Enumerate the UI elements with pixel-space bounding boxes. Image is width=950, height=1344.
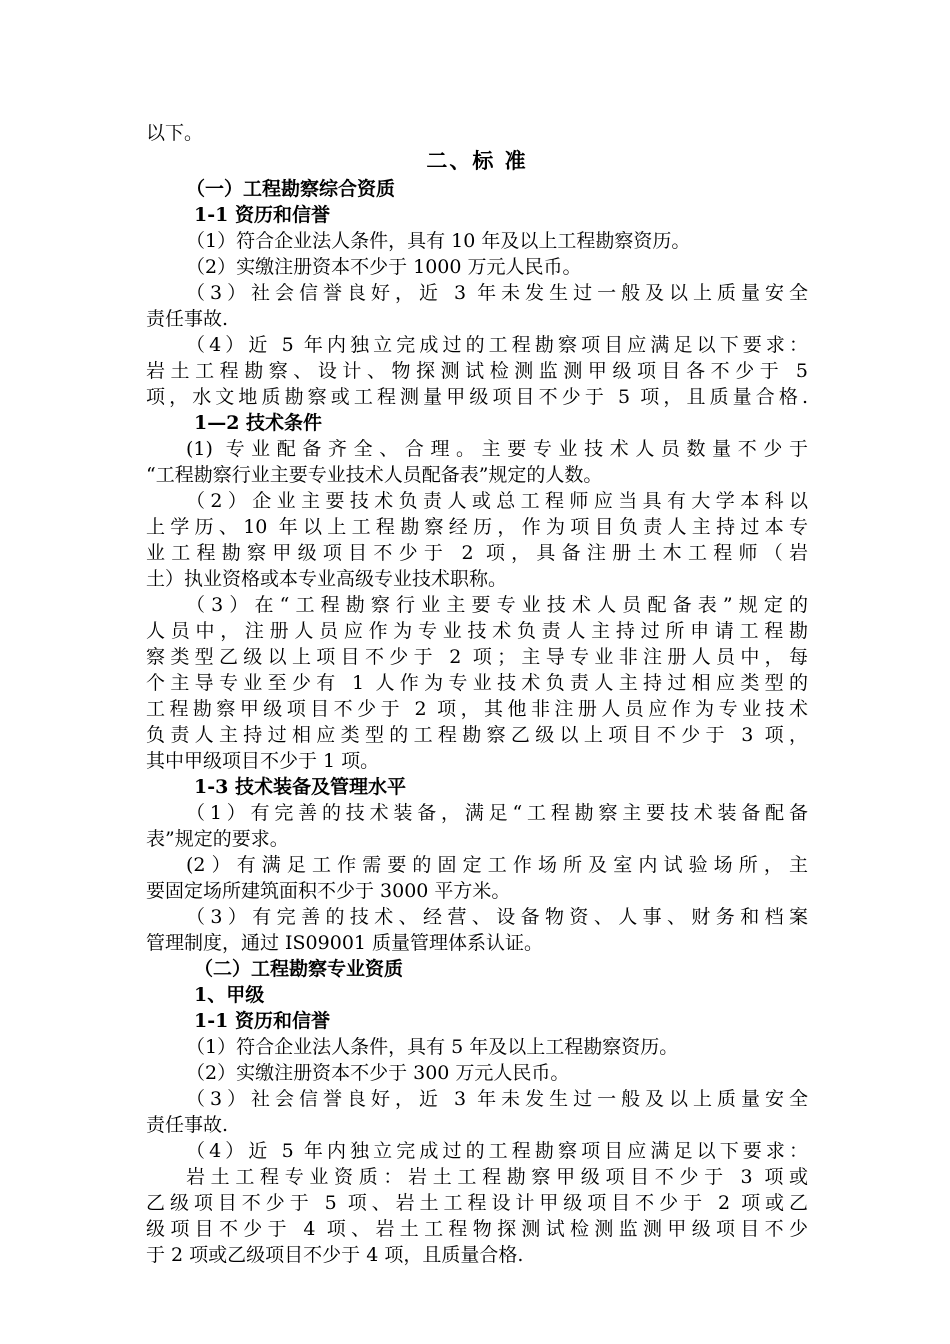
text-line: （1）符合企业法人条件，具有 5 年及以上工程勘察资历。 <box>186 1036 679 1058</box>
text-line: 个主导专业至少有 1 人作为专业技术负责人主持过相应类型的 <box>146 672 808 694</box>
text-line: （1）有完善的技术装备，满足“工程勘察主要技术装备配备 <box>186 802 808 824</box>
document-page <box>146 120 808 1268</box>
text-line: 人员中，注册人员应作为专业技术负责人主持过所申请工程勘 <box>146 620 808 642</box>
text-line: (1) 专业配备齐全、合理。主要专业技术人员数量不少于 <box>186 438 808 460</box>
text-line: “工程勘察行业主要专业技术人员配备表”规定的人数。 <box>146 464 603 486</box>
text-line: （3）社会信誉良好，近 3 年未发生过一般及以上质量安全 <box>186 282 808 304</box>
section-heading: 1、甲级 <box>194 984 265 1006</box>
text-line: （1）符合企业法人条件，具有 10 年及以上工程勘察资历。 <box>186 230 691 252</box>
text-line: 业工程勘察甲级项目不少于 2 项，具备注册土木工程师（岩 <box>146 542 808 564</box>
text-line: 岩土工程勘察、设计、物探测试检测监测甲级项目各不少于 5 <box>146 360 808 382</box>
text-line: 岩土工程专业资质：岩土工程勘察甲级项目不少于 3 项或 <box>186 1166 808 1188</box>
section-heading: （一）工程勘察综合资质 <box>186 178 396 200</box>
text-line: 责任事故. <box>146 1114 229 1136</box>
text-line: 察类型乙级以上项目不少于 2 项；主导专业非注册人员中，每 <box>146 646 808 668</box>
section-heading: （二）工程勘察专业资质 <box>194 958 404 980</box>
text-line: （4）近 5 年内独立完成过的工程勘察项目应满足以下要求： <box>186 1140 808 1162</box>
section-heading: 1-3 技术装备及管理水平 <box>194 776 406 798</box>
text-line: 表”规定的要求。 <box>146 828 289 850</box>
text-line: （2）实缴注册资本不少于 1000 万元人民币。 <box>186 256 582 278</box>
text-line: 以下。 <box>146 122 204 144</box>
text-line: （3）在“工程勘察行业主要专业技术人员配备表”规定的 <box>186 594 808 616</box>
text-line: 上学历、10 年以上工程勘察经历，作为项目负责人主持过本专 <box>146 516 808 538</box>
text-line: 于 2 项或乙级项目不少于 4 项，且质量合格. <box>146 1244 524 1266</box>
text-line: （2）实缴注册资本不少于 300 万元人民币。 <box>186 1062 570 1084</box>
text-line: （3）有完善的技术、经营、设备物资、人事、财务和档案 <box>186 906 808 928</box>
text-line: 责任事故. <box>146 308 229 330</box>
text-line: 土）执业资格或本专业高级专业技术职称。 <box>146 568 508 590</box>
text-line: 工程勘察甲级项目不少于 2 项，其他非注册人员应作为专业技术 <box>146 698 808 720</box>
text-line: 管理制度，通过 IS09001 质量管理体系认证。 <box>146 932 544 954</box>
text-line: （4）近 5 年内独立完成过的工程勘察项目应满足以下要求： <box>186 334 808 356</box>
text-line: 其中甲级项目不少于 1 项。 <box>146 750 380 772</box>
text-line: 项，水文地质勘察或工程测量甲级项目不少于 5 项，且质量合格. <box>146 386 808 408</box>
text-line: （3）社会信誉良好，近 3 年未发生过一般及以上质量安全 <box>186 1088 808 1110</box>
text-line: 负责人主持过相应类型的工程勘察乙级以上项目不少于 3 项， <box>146 724 808 746</box>
section-heading: 1-1 资历和信誉 <box>194 1010 330 1032</box>
text-line: (2）有满足工作需要的固定工作场所及室内试验场所，主 <box>186 854 808 876</box>
section-heading: 1—2 技术条件 <box>194 412 323 434</box>
section-heading: 二、标 准 <box>426 148 528 173</box>
text-line: 级项目不少于 4 项、岩土工程物探测试检测监测甲级项目不少 <box>146 1218 808 1240</box>
text-line: 乙级项目不少于 5 项、岩土工程设计甲级项目不少于 2 项或乙 <box>146 1192 808 1214</box>
text-line: 要固定场所建筑面积不少于 3000 平方米。 <box>146 880 511 902</box>
text-line: （2）企业主要技术负责人或总工程师应当具有大学本科以 <box>186 490 808 512</box>
section-heading: 1-1 资历和信誉 <box>194 204 330 226</box>
